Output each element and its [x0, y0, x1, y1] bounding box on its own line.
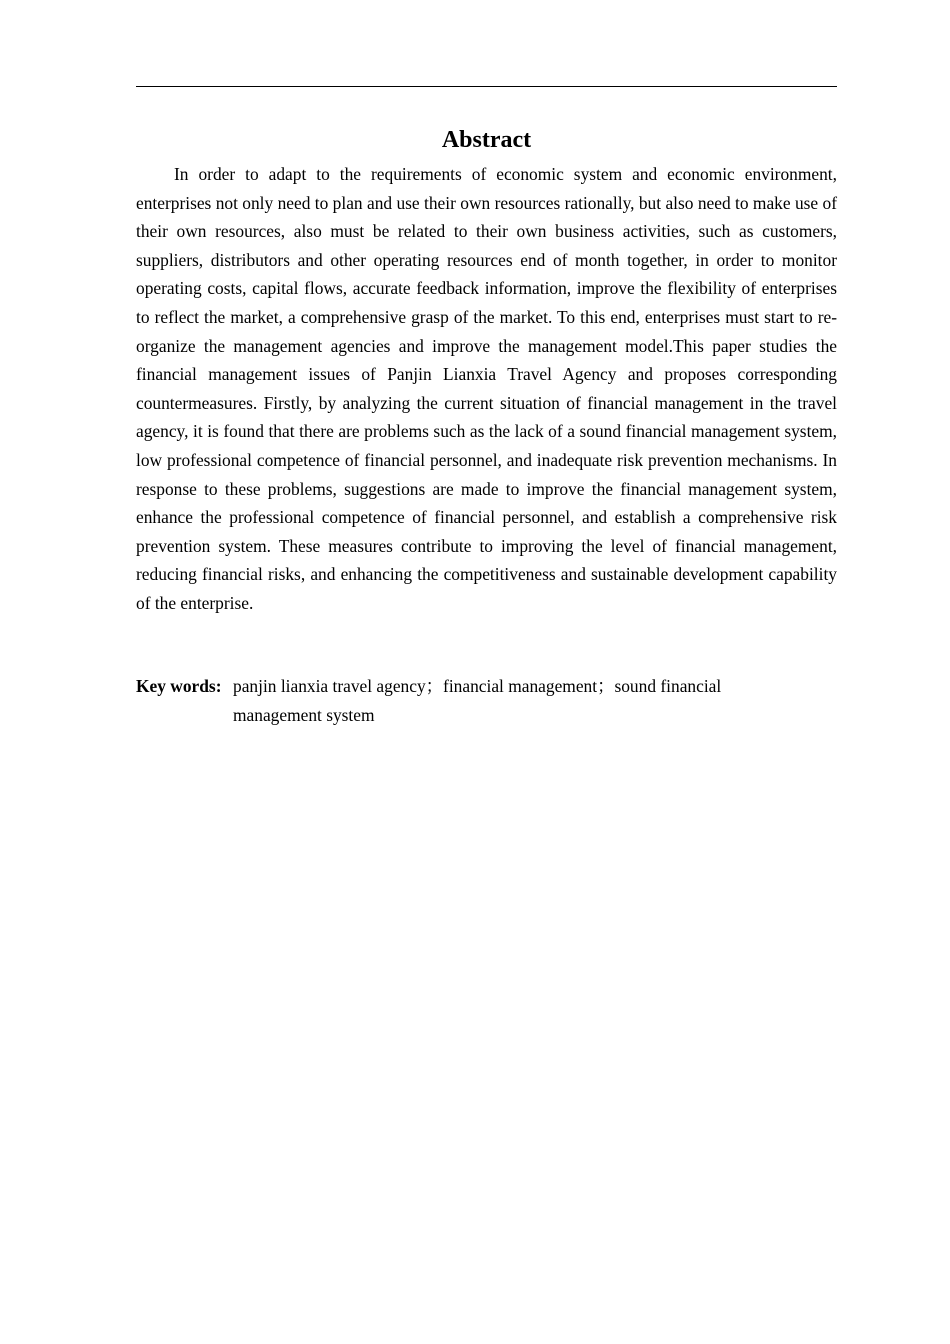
abstract-title: Abstract [441, 127, 532, 153]
keywords-list: panjin lianxia travel agency；financial management；sound financial management system [233, 676, 722, 725]
keywords-label: Key words: [136, 676, 222, 696]
header-rule [136, 86, 837, 87]
keywords-section [136, 672, 837, 729]
abstract-body: In order to adapt to the requirements of economic system and economic environment, enterprises not only need to plan and use their own resources rationally, but also need to make use of their own resources, also must be related to their own business activities, such as customers, suppliers, distributors and other operating resources end of month together, in order to monitor operating costs, capital flows, accurate feedback information, improve the flexibility of enterprises to reflect the market, a comprehensive grasp of the market. To this end, enterprises must start to re-organize the management agencies and improve the management model.This paper studies the financial management issues of Panjin Lianxia Travel Agency and proposes corresponding countermeasures. Firstly, by analyzing the current situation of financial management in the travel agency, it is found that there are problems such as the lack of a sound financial management system, low professional competence of financial personnel, and inadequate risk prevention mechanisms. In response to these problems, suggestions are made to improve the financial management system, enhance the professional competence of financial personnel, and establish a comprehensive risk prevention system. These measures contribute to improving the level of financial management, reducing financial risks, and enhancing the competitiveness and sustainable development capability of the enterprise. [136, 164, 837, 613]
